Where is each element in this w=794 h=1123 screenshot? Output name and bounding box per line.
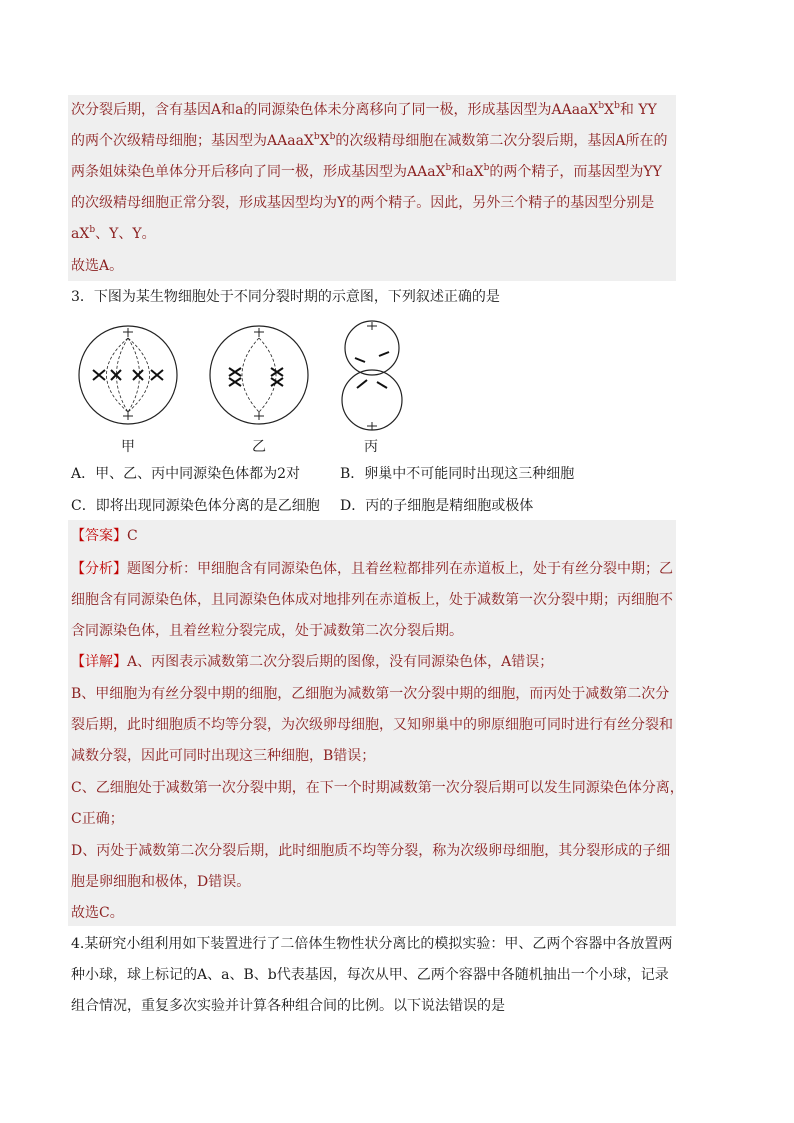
q3-analysis-3: 含同源染色体，且着丝粒分裂完成，处于减数第二次分裂后期。 [71,623,463,639]
q3-detail-b1: B、甲细胞为有丝分裂中期的细胞，乙细胞为减数第一次分裂中期的细胞，而丙处于减数第二次分 [71,686,670,702]
q3-option-a: A．甲、乙、丙中同源染色体都为2对 [71,466,301,482]
q2-conclusion: 故选A。 [71,258,124,274]
q2-line-1: 次分裂后期，含有基因A和a的同源染色体未分离移向了同一极，形成基因型为$AAaaX^bX^b$和 YY [71,101,657,118]
q2-line-5: $aX^b$、Y、Y。 [71,225,156,242]
q2-answer-shade [68,95,676,281]
q3-answer: 【答案】C [71,528,138,544]
caption-jia: 甲 [121,439,135,455]
q3-detail-b2: 裂后期，此时细胞质不均等分裂，为次级卵母细胞，又知卵巢中的卵原细胞可同时进行有丝分裂和 [71,717,673,733]
q3-detail-c1: C、乙细胞处于减数第一次分裂中期，在下一个时期减数第一次分裂后期可以发生同源染色体分离， [71,780,684,796]
q2-line-2: 的两个次级精母细胞；基因型为$AAaaX^bX^b$的次级精母细胞在减数第二次分裂后期，基因A所在的 [71,132,668,149]
caption-yi: 乙 [252,439,266,455]
q4-line-1: 4.某研究小组利用如下装置进行了二倍体生物性状分离比的模拟实验：甲、乙两个容器中各放置两 [71,936,673,952]
q2-line-4: 的次级精母细胞正常分裂，形成基因型均为Y的两个精子。因此，另外三个精子的基因型分别是 [71,195,655,211]
answer-tag: 【答案】 [71,528,127,544]
analysis-tag: 【分析】 [71,561,127,577]
q3-detail-d2: 胞是卵细胞和极体，D错误。 [71,874,251,890]
q3-analysis-2: 细胞含有同源染色体，且同源染色体成对地排列在赤道板上，处于减数第一次分裂中期；丙细胞不 [71,592,673,608]
cell-diagram-svg [75,318,415,436]
q3-detail-a: 【详解】A、丙图表示减数第二次分裂后期的图像，没有同源染色体，A错误； [71,654,554,670]
q3-option-c: C．即将出现同源染色体分离的是乙细胞 [71,498,320,514]
caption-bing: 丙 [364,439,378,455]
cell-yi [210,326,308,424]
q3-conclusion: 故选C。 [71,905,124,921]
q3-option-b: B．卵巢中不可能同时出现这三种细胞 [340,466,575,482]
q3-analysis-1: 【分析】题图分析：甲细胞含有同源染色体，且着丝粒都排列在赤道板上，处于有丝分裂中期；乙 [71,561,673,577]
q2-line-3: 两条姐妹染色单体分开后移向了同一极，形成基因型为AAaX$^b$和$aX^b$的两个精子，而基因型为YY [71,163,662,180]
q3-option-d: D．丙的子细胞是精细胞或极体 [340,498,534,514]
q4-line-2: 种小球，球上标记的A、a、B、b代表基因，每次从甲、乙两个容器中各随机抽出一个小球，记录 [71,967,669,983]
q3-stem: 3．下图为某生物细胞处于不同分裂时期的示意图，下列叙述正确的是 [71,289,500,305]
q3-detail-d1: D、丙处于减数第二次分裂后期，此时细胞质不均等分裂，称为次级卵母细胞，其分裂形成的子细 [71,843,671,859]
q4-line-3: 组合情况，重复多次实验并计算各种组合间的比例。以下说法错误的是 [71,998,505,1014]
cell-jia [79,326,177,424]
q3-detail-b3: 减数分裂，因此可同时出现这三种细胞，B错误； [71,748,376,764]
cell-bing [342,321,402,430]
q3-detail-c2: C正确； [71,811,124,827]
detail-tag: 【详解】 [71,654,127,670]
